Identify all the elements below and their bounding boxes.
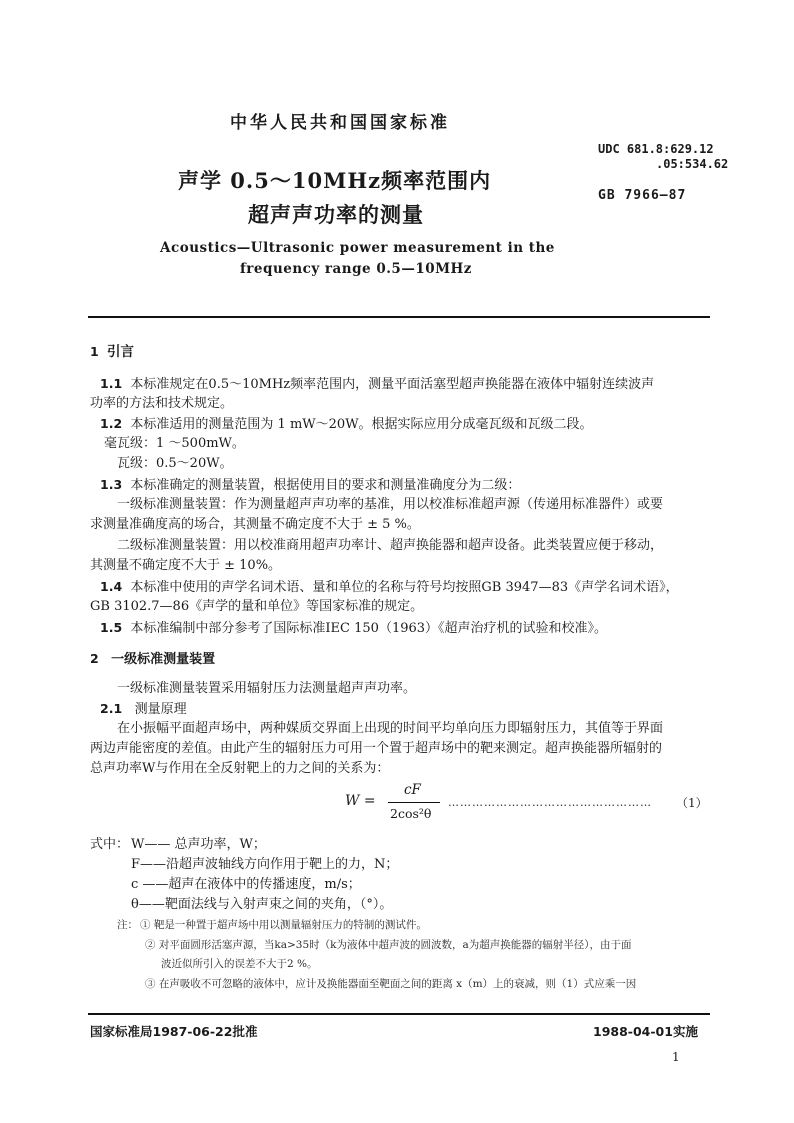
footer-divider	[88, 1013, 710, 1015]
formula-fraction-bar	[388, 802, 440, 803]
udc-code-line1: UDC 681.8:629.12	[598, 142, 714, 156]
section-title: 一级标准测量装置	[111, 652, 216, 667]
para-text: 本标准确定的测量装置，根据使用目的要求和测量准确度分为二级：	[130, 478, 521, 493]
para-2-1-line2: 两边声能密度的差值。由此产生的辐射压力可用一个置于超声场中的靶来测定。超声换能器所辐射的	[90, 741, 663, 756]
note-2-line1: ② 对平面圆形活塞声源，当ka>35时（k为液体中超声波的圆波数，a为超声换能器的辐射半径），由于面	[145, 939, 632, 951]
para-title: 测量原理	[134, 702, 187, 717]
para-1-1-line1	[100, 374, 654, 395]
notes-label: 注：	[117, 919, 138, 931]
gb-number: GB 7966—87	[598, 188, 687, 203]
where-item-f: F——沿超声波轴线方向作用于靶上的力，N；	[131, 857, 399, 872]
para-number: 1.4	[100, 579, 123, 594]
para-2-1-line3: 总声功率W与作用在全反射靶上的力之间的关系为：	[90, 761, 390, 776]
para-1-4-line2: GB 3102.7—86《声学的量和单位》等国家标准的规定。	[90, 599, 424, 614]
english-title-line2: frequency range 0.5—10MHz	[240, 261, 472, 277]
para-1-1-line2: 功率的方法和技术规定。	[90, 396, 234, 411]
para-number: 1.5	[100, 620, 123, 635]
para-1-2-watt: 瓦级：0.5～20W。	[117, 456, 233, 471]
formula-label: （1）	[676, 796, 708, 810]
note-3: ③ 在声吸收不可忽略的液体中，应计及换能器面至靶面之间的距离 x（m）上的衰减，则（1）式应乘一因	[145, 978, 637, 990]
page-number: 1	[672, 1050, 680, 1064]
document-title-line1: 声学 0.5～10MHz频率范围内	[178, 168, 492, 193]
para-1-2-line1	[100, 414, 593, 435]
where-label: 式中：	[90, 837, 130, 852]
para-2-1-title	[100, 699, 187, 720]
para-text: 本标准中使用的声学名词术语、量和单位的名称与符号均按照GB 3947—83《声学名词术语》，	[130, 580, 679, 595]
para-text: 本标准编制中部分参考了国际标准IEC 150（1963）《超声治疗机的试验和校准》。	[130, 621, 608, 636]
para-1-3-line2: 一级标准测量装置：作为测量超声声功率的基准，用以校准标准超声源（传递用标准器件）或要	[117, 497, 664, 512]
para-1-3-line3: 求测量准确度高的场合，其测量不确定度不大于 ± 5 %。	[90, 517, 420, 532]
para-1-2-milliwatt: 毫瓦级：1 ～500mW。	[104, 436, 245, 451]
header-divider	[88, 316, 710, 318]
where-item-theta: θ——靶面法线与入射声束之间的夹角，（°）。	[131, 897, 393, 912]
udc-code-line2: .05:534.62	[656, 157, 729, 171]
where-item-c: c ——超声在液体中的传播速度，m/s；	[131, 877, 361, 892]
formula-numerator: cF	[404, 782, 421, 798]
section-title: 引言	[106, 344, 134, 360]
formula-denominator: 2cos²θ	[390, 806, 432, 821]
para-1-3-line4: 二级标准测量装置：用以校准商用超声功率计、超声换能器和超声设备。此类装置应便于移动，	[117, 538, 664, 553]
para-number: 1.3	[100, 477, 123, 492]
approval-date: 国家标准局1987-06-22批准	[90, 1024, 258, 1039]
note-2-line2: 波近似所引入的误差不大于2 %。	[161, 958, 318, 970]
para-number: 2.1	[100, 701, 123, 716]
para-1-3-line1	[100, 475, 520, 496]
english-title-line1: Acoustics—Ultrasonic power measurement in the	[160, 240, 555, 256]
document-title-line2: 超声声功率的测量	[248, 202, 424, 227]
para-number: 1.2	[100, 416, 123, 431]
section2-heading	[90, 649, 215, 670]
section-number: 2	[90, 651, 99, 666]
para-text: 本标准规定在0.5～10MHz频率范围内，测量平面活塞型超声换能器在液体中辐射连续波声	[130, 377, 655, 392]
formula-leader-dots: ……………………………………………	[448, 796, 652, 809]
para-1-4-line1	[100, 577, 679, 598]
section2-intro: 一级标准测量装置采用辐射压力法测量超声声功率。	[117, 681, 417, 696]
section1-heading	[90, 342, 134, 363]
note-1: ① 靶是一种置于超声场中用以测量辐射压力的特制的测试件。	[140, 919, 427, 931]
para-1-3-line5: 其测量不确定度不大于 ± 10%。	[90, 558, 282, 573]
national-standard-label: 中华人民共和国国家标准	[230, 113, 450, 133]
para-2-1-line1: 在小振幅平面超声场中，两种媒质交界面上出现的时间平均单向压力即辐射压力，其值等于界面	[117, 721, 664, 736]
where-item-w: W—— 总声功率，W；	[131, 837, 266, 852]
para-number: 1.1	[100, 376, 123, 391]
para-text: 本标准适用的测量范围为 1 mW～20W。根据实际应用分成毫瓦级和瓦级二段。	[130, 417, 593, 432]
formula-lhs: W =	[345, 793, 376, 809]
implementation-date: 1988-04-01实施	[593, 1024, 698, 1039]
para-1-5-line1	[100, 618, 607, 639]
section-number: 1	[90, 344, 99, 359]
